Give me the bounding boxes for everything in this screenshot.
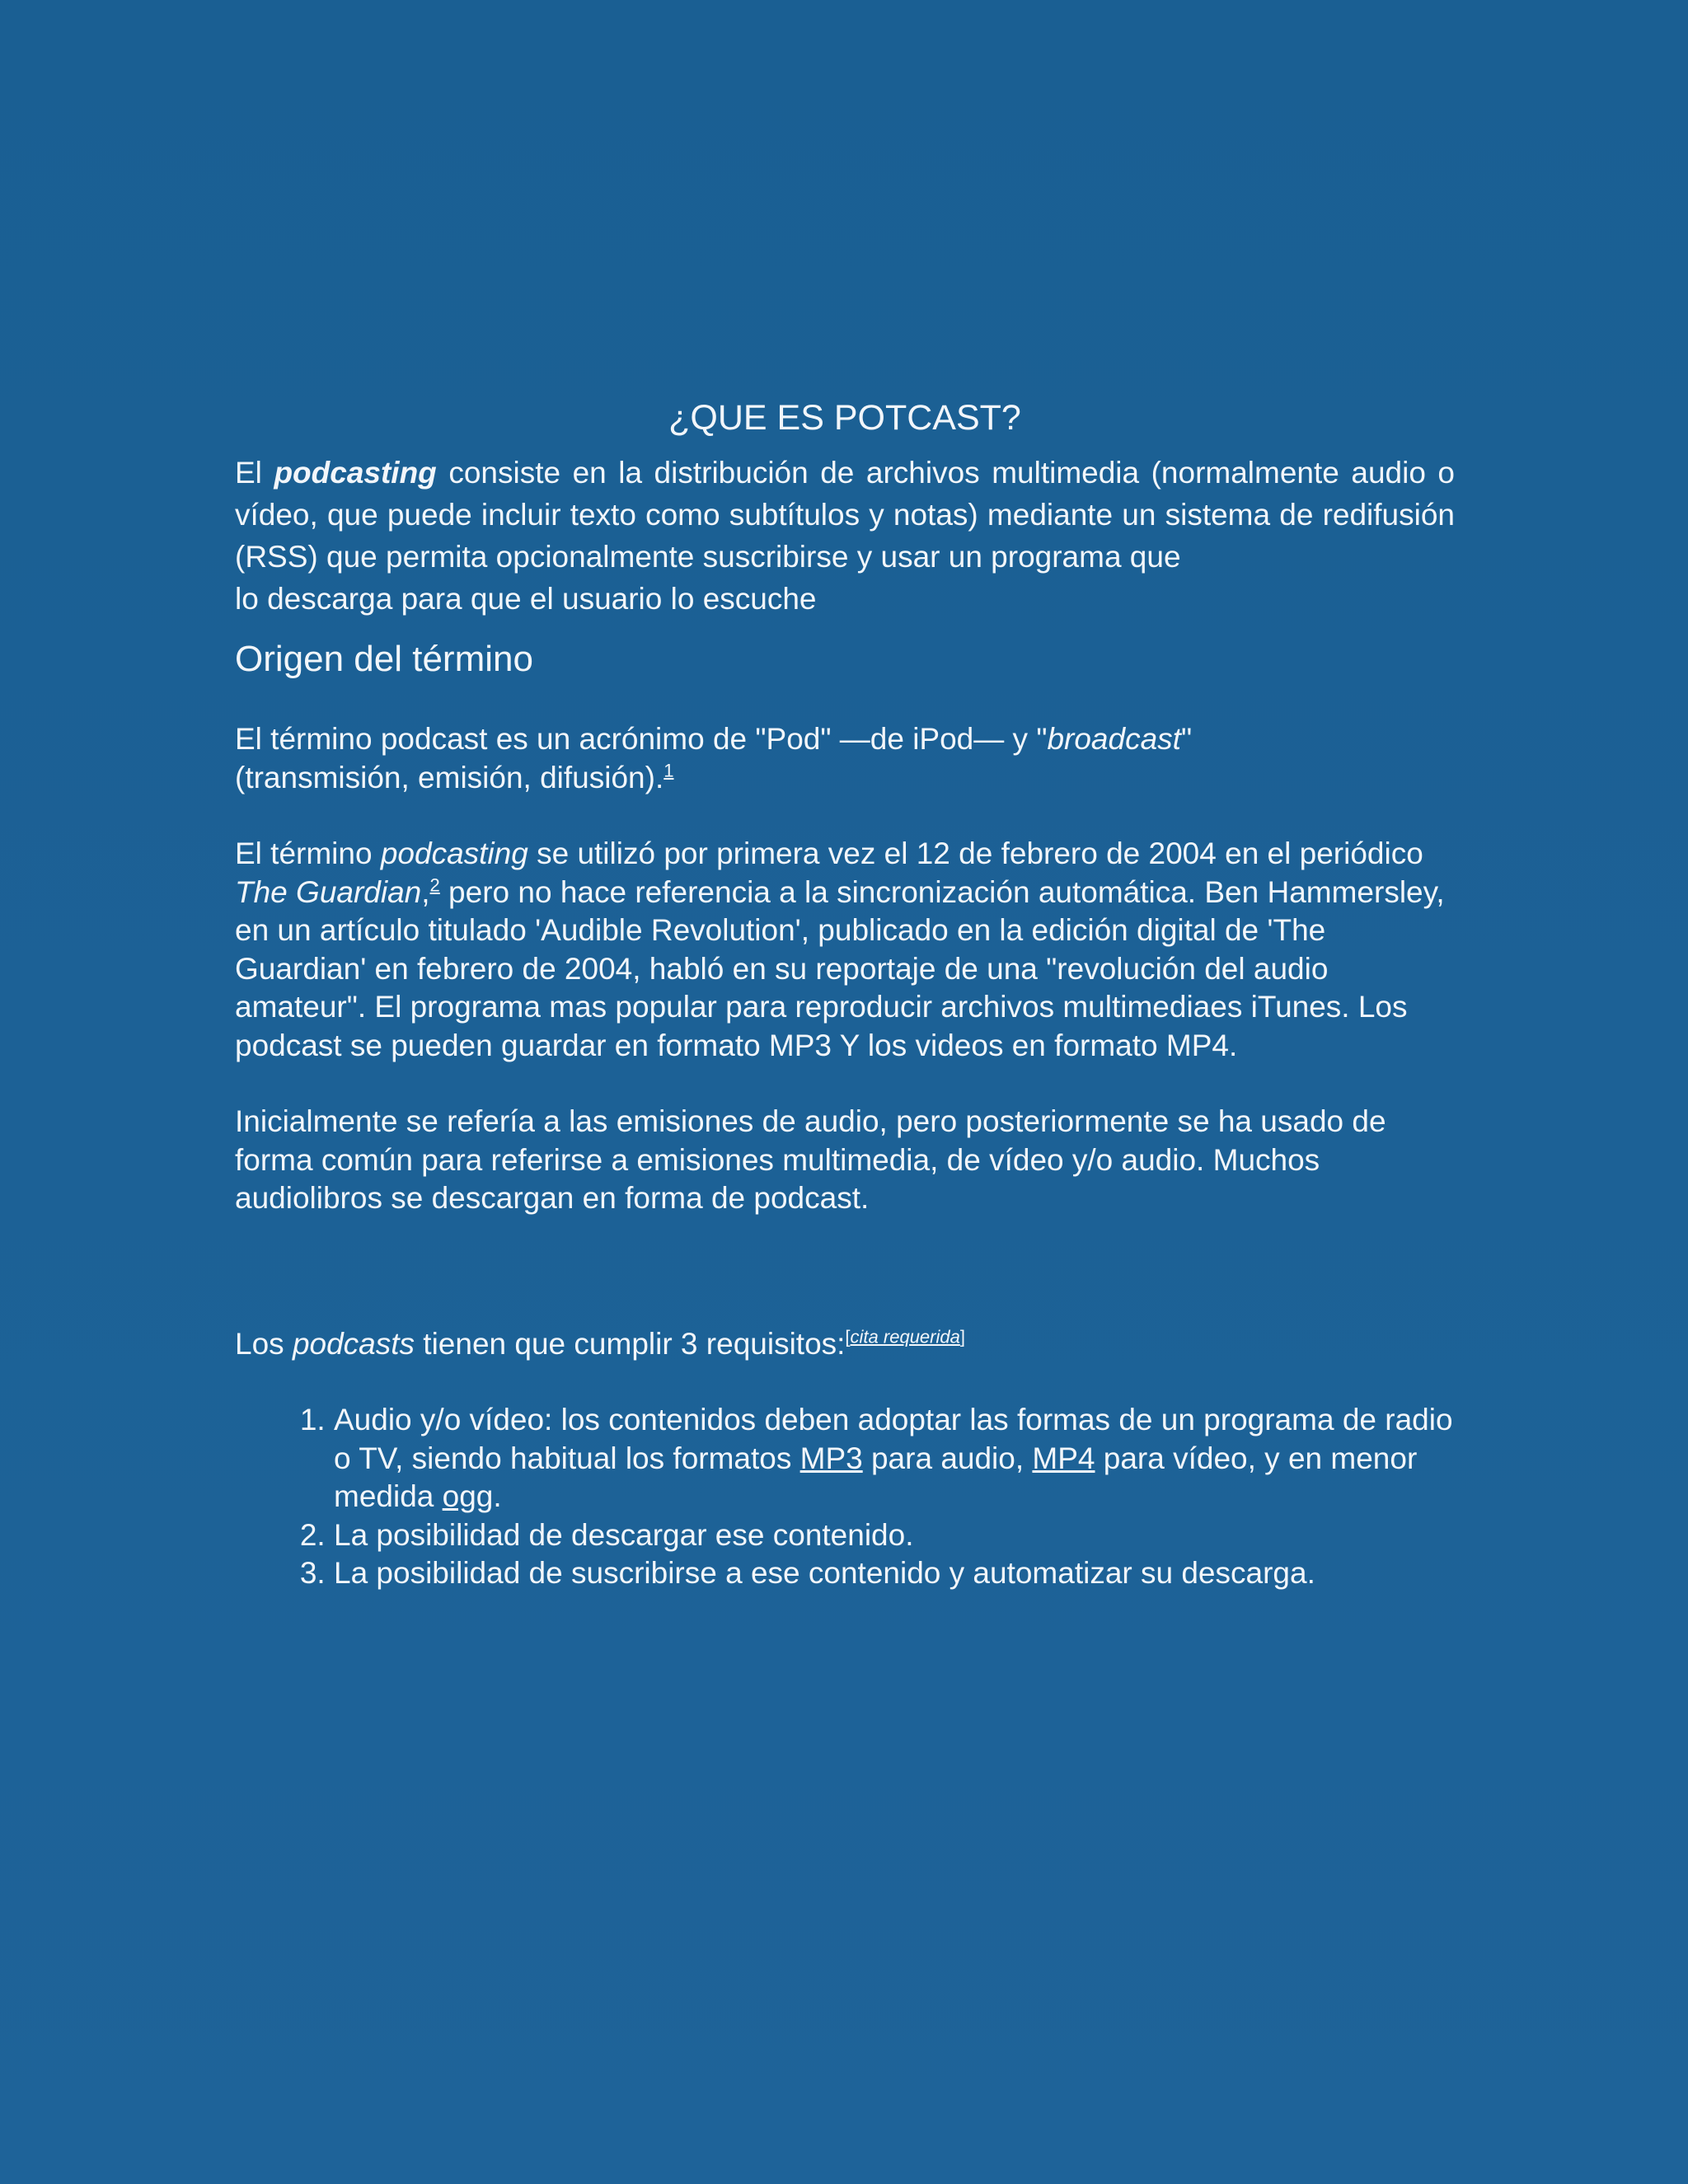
intro-text: consiste en la distribución de archivos multimedia (normalmente audio o vídeo, que puede incluir texto como subtítulos y notas) mediante un sistema de redifusión (RSS) que permita opcionalmente suscribirse y usar un programa que bbox=[235, 456, 1456, 574]
intro-bold-term: podcasting bbox=[274, 456, 437, 490]
origin-paragraph-1 bbox=[235, 720, 1455, 797]
origin-p2-italic-1: podcasting bbox=[380, 837, 528, 870]
origin-p2-text: El término bbox=[235, 837, 381, 870]
requirements-text: Los bbox=[235, 1326, 293, 1361]
cite-bracket-open: [ bbox=[845, 1326, 851, 1347]
section-heading-origin: Origen del término bbox=[235, 639, 533, 679]
requirements-italic: podcasts bbox=[292, 1326, 415, 1361]
footnote-link-2[interactable]: 2 bbox=[429, 874, 440, 896]
origin-p2-text-2: se utilizó por primera vez el 12 de febrero de 2004 en el periódico bbox=[528, 837, 1423, 870]
requirements-text-2: tienen que cumplir 3 requisitos: bbox=[415, 1326, 846, 1361]
intro-last-line: lo descarga para que el usuario lo escuche bbox=[235, 582, 817, 616]
list-item: 2. La posibilidad de descargar ese contenido. bbox=[334, 1516, 1455, 1555]
origin-p1-text-2: (transmisión, emisión, difusión). bbox=[235, 760, 664, 794]
list-item-text-2: para audio, bbox=[862, 1441, 1033, 1475]
cite-bracket-close: ] bbox=[959, 1326, 965, 1347]
mp3-link[interactable]: MP3 bbox=[799, 1441, 863, 1475]
requirements-list bbox=[235, 1401, 1455, 1593]
intro-el: El bbox=[235, 456, 262, 490]
list-item bbox=[334, 1401, 1455, 1516]
requirements-intro bbox=[235, 1325, 1455, 1364]
document-page bbox=[235, 396, 1455, 1593]
origin-p1-italic: broadcast bbox=[1047, 722, 1181, 756]
list-item-text-3: para vídeo, y en menor medida bbox=[334, 1441, 1418, 1513]
intro-paragraph bbox=[235, 452, 1455, 578]
ogg-link[interactable]: ogg bbox=[442, 1479, 494, 1513]
origin-paragraph-2 bbox=[235, 835, 1455, 1065]
origin-p2-italic-2: The Guardian bbox=[235, 874, 422, 909]
citation-needed-link[interactable]: cita requerida bbox=[850, 1326, 960, 1347]
list-item-text: Audio y/o vídeo: los contenidos deben adoptar las formas de un programa de radio o TV, siendo habitual los formatos bbox=[334, 1403, 1453, 1475]
footnote-link-1[interactable]: 1 bbox=[663, 760, 674, 781]
list-item-period: . bbox=[493, 1479, 502, 1513]
list-item: 3. La posibilidad de suscribirse a ese contenido y automatizar su descarga. bbox=[334, 1554, 1455, 1593]
origin-p1-quote: " bbox=[1180, 722, 1193, 756]
origin-paragraph-3: Inicialmente se refería a las emisiones de audio, pero posteriormente se ha usado de forma común para referirse a emisiones multimedia, de vídeo y/o audio. Muchos audiolibros se descargan en forma de podcast. bbox=[235, 1104, 1386, 1215]
origin-p2-text-3: pero no hace referencia a la sincronización automática. Ben Hammersley, en un artículo titulado 'Audible Revolution', publicado en la edición digital de 'The Guardian' en febrero de 2004, habló en su reportaje de una "revolución del audio amateur". El programa mas popular para reproducir archivos multimediaes iTunes. Los podcast se pueden guardar en formato MP3 Y los videos en formato MP4. bbox=[235, 874, 1445, 1062]
mp4-link[interactable]: MP4 bbox=[1032, 1441, 1095, 1475]
origin-p1-text: El término podcast es un acrónimo de "Pod" —de iPod— y " bbox=[235, 722, 1048, 756]
origin-p2-comma: , bbox=[421, 874, 430, 909]
page-title: ¿QUE ES POTCAST? bbox=[668, 398, 1021, 438]
